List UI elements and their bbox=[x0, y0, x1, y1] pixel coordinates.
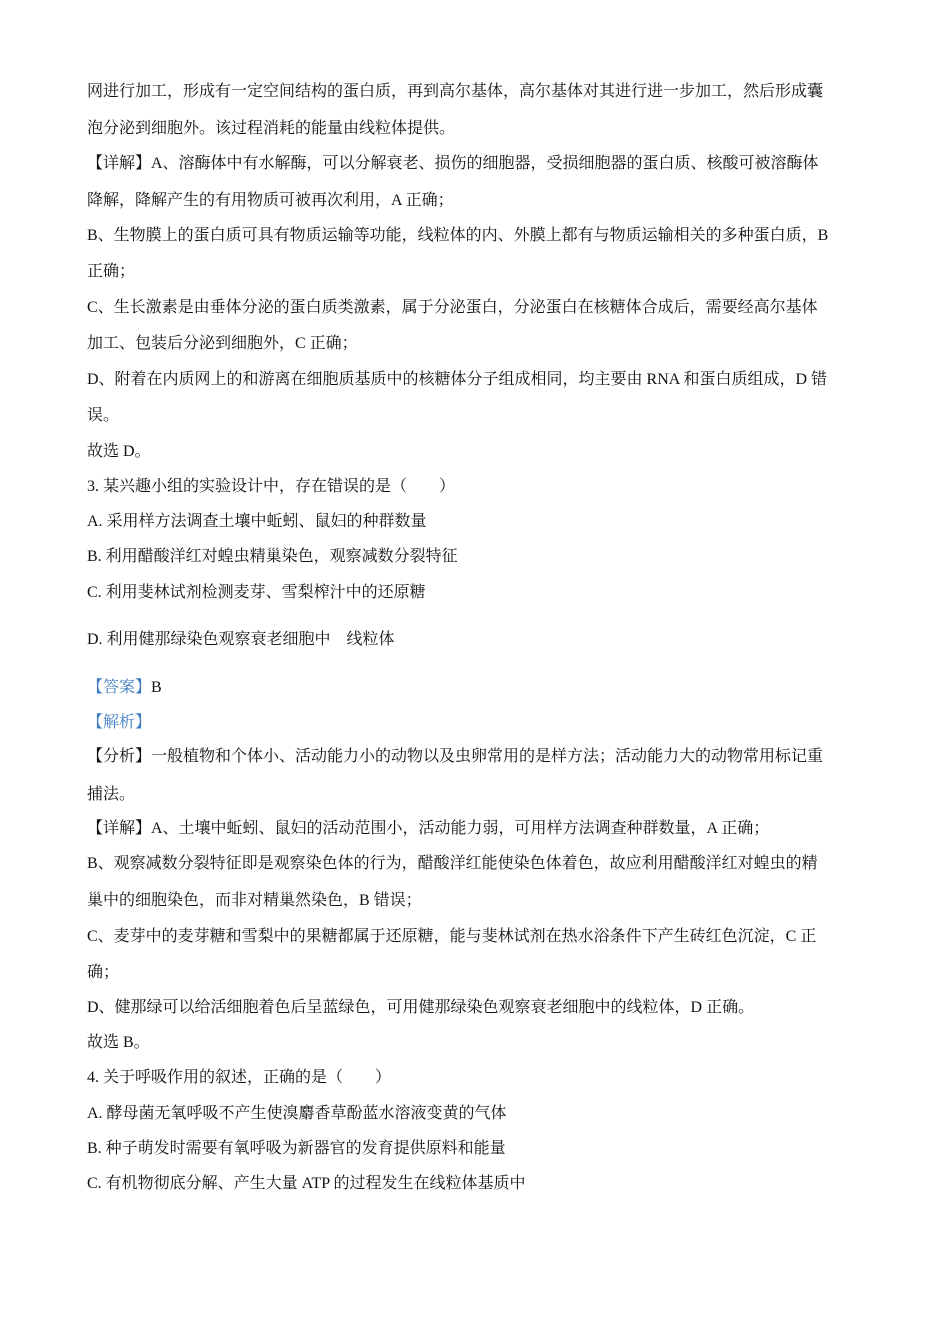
text-line: D、健那绿可以给活细胞着色后呈蓝绿色，可用健那绿染色观察衰老细胞中的线粒体，D 正确。 bbox=[87, 999, 755, 1016]
text-line: 【详解】A、溶酶体中有水解酶，可以分解衰老、损伤的细胞器，受损细胞器的蛋白质、核酸可被溶酶体 bbox=[87, 155, 819, 172]
text-line: B、观察减数分裂特征即是观察染色体的行为，醋酸洋红能使染色体着色，故应利用醋酸洋红对蝗虫的精 bbox=[87, 855, 818, 872]
question-3-option-a: A. 采用样方法调查土壤中蚯蚓、鼠妇的种群数量 bbox=[87, 513, 427, 530]
answer-line bbox=[87, 678, 162, 698]
question-3-option-b: B. 利用醋酸洋红对蝗虫精巢染色，观察减数分裂特征 bbox=[87, 548, 458, 565]
question-4-option-c: C. 有机物彻底分解、产生大量 ATP 的过程发生在线粒体基质中 bbox=[87, 1175, 526, 1192]
text-line: C、麦芽中的麦芽糖和雪梨中的果糖都属于还原糖，能与斐林试剂在热水浴条件下产生砖红色沉淀，C 正 bbox=[87, 928, 817, 945]
text-line: 确； bbox=[87, 964, 120, 981]
question-4-stem: 4. 关于呼吸作用的叙述，正确的是（ ） bbox=[87, 1069, 392, 1086]
text-line: 降解，降解产生的有用物质可被再次利用，A 正确； bbox=[87, 192, 454, 209]
text-line: 【分析】一般植物和个体小、活动能力小的动物以及虫卵常用的是样方法；活动能力大的动物常用标记重 bbox=[87, 748, 824, 765]
text-line: D、附着在内质网上的和游离在细胞质基质中的核糖体分子组成相同，均主要由 RNA 和蛋白质组成，D 错 bbox=[87, 371, 828, 388]
question-3-stem: 3. 某兴趣小组的实验设计中，存在错误的是（ ） bbox=[87, 478, 456, 495]
conclusion-line: 故选 B。 bbox=[87, 1034, 150, 1051]
answer-value: B bbox=[151, 679, 162, 696]
text-line: 【详解】A、土壤中蚯蚓、鼠妇的活动范围小，活动能力弱，可用样方法调查种群数量，A 正确； bbox=[87, 820, 770, 837]
text-line: 加工、包装后分泌到细胞外，C 正确； bbox=[87, 335, 358, 352]
text-line: 误。 bbox=[87, 407, 120, 424]
question-4-option-b: B. 种子萌发时需要有氧呼吸为新器官的发育提供原料和能量 bbox=[87, 1140, 506, 1157]
text-line: 网进行加工，形成有一定空间结构的蛋白质，再到高尔基体，高尔基体对其进行进一步加工，然后形成囊 bbox=[87, 83, 824, 100]
text-line: 泡分泌到细胞外。该过程消耗的能量由线粒体提供。 bbox=[87, 120, 456, 137]
text-line: B、生物膜上的蛋白质可具有物质运输等功能，线粒体的内、外膜上都有与物质运输相关的多种蛋白质，B bbox=[87, 227, 829, 244]
text-line: 巢中的细胞染色，而非对精巢然染色，B 错误； bbox=[87, 892, 422, 909]
question-3-option-d: D. 利用健那绿染色观察衰老细胞中 线粒体 bbox=[87, 631, 395, 648]
question-3-option-c: C. 利用斐林试剂检测麦芽、雪梨榨汁中的还原糖 bbox=[87, 584, 426, 601]
text-line: 捕法。 bbox=[87, 786, 136, 803]
question-4-option-a: A. 酵母菌无氧呼吸不产生使溴麝香草酚蓝水溶液变黄的气体 bbox=[87, 1105, 507, 1122]
conclusion-line: 故选 D。 bbox=[87, 443, 151, 460]
text-line: 正确； bbox=[87, 263, 136, 280]
text-line: C、生长激素是由垂体分泌的蛋白质类激素，属于分泌蛋白，分泌蛋白在核糖体合成后，需要经高尔基体 bbox=[87, 299, 818, 316]
answer-label: 【答案】 bbox=[87, 679, 152, 696]
analysis-label: 【解析】 bbox=[87, 714, 152, 731]
